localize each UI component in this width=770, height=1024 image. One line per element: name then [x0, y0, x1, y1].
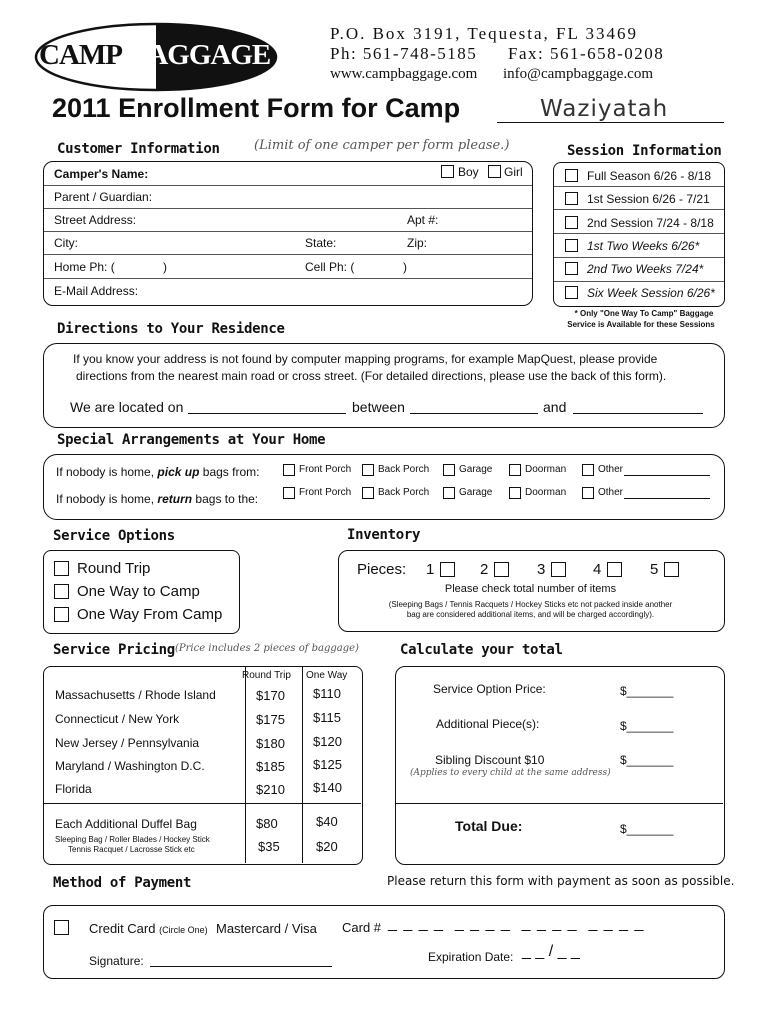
zip-label: Zip:: [407, 236, 428, 250]
col-one-way: One Way: [306, 670, 348, 681]
service-option-label: One Way From Camp: [77, 606, 223, 623]
inventory-instruction: Please check total number of items: [444, 583, 617, 595]
pickup-other-line[interactable]: [624, 475, 710, 476]
customer-note: (Limit of one camper per form please.): [254, 138, 510, 153]
logo: [33, 22, 279, 92]
pricing-divider: [44, 803, 361, 804]
duffel-one: $40: [316, 814, 338, 829]
pieces-label: Pieces:: [357, 561, 407, 578]
pickup-option-checkbox[interactable]: [283, 464, 295, 476]
boy-checkbox[interactable]: [441, 165, 454, 178]
items-line-1: Sleeping Bag / Roller Blades / Hockey Stick: [55, 835, 210, 844]
inventory-note-2: bag are considered additional items, and will be charged accordingly).: [406, 610, 655, 619]
directions-text-2: directions from the nearest main road or cross street. (For detailed directions, please use the back of this form).: [76, 369, 667, 383]
session-label: 2nd Two Weeks 7/24*: [587, 262, 704, 276]
additional-value[interactable]: $_______: [620, 719, 674, 733]
contact-address: P.O. Box 3191, Tequesta, FL 33469: [330, 24, 639, 43]
piece-checkbox[interactable]: [551, 562, 566, 577]
street-label: Street Address:: [54, 213, 137, 227]
session-checkbox[interactable]: [565, 216, 578, 229]
pickup-label: If nobody is home, pick up bags from:: [56, 465, 260, 479]
payment-heading: Method of Payment: [53, 875, 192, 891]
price-round-trip: $185: [256, 759, 285, 774]
signature-line[interactable]: [150, 966, 332, 967]
piece-checkbox[interactable]: [607, 562, 622, 577]
pickup-option-checkbox[interactable]: [582, 464, 594, 476]
pickup-option-label: Other: [598, 464, 624, 475]
pickup-option-label: Garage: [459, 464, 493, 475]
located-on-label: We are located on: [70, 399, 184, 415]
campers-name-label: Camper's Name:: [54, 167, 149, 181]
cell-phone-close: ): [403, 260, 407, 274]
special-heading: Special Arrangements at Your Home: [57, 432, 326, 448]
service-option-checkbox[interactable]: [54, 561, 69, 576]
sibling-note: (Applies to every child at the same address): [410, 768, 611, 778]
price-round-trip: $175: [256, 712, 285, 727]
contact-web[interactable]: www.campbaggage.com: [330, 66, 478, 82]
piece-number: 5: [650, 561, 659, 578]
price-one-way: $110: [313, 686, 341, 701]
customer-heading: Customer Information: [57, 141, 220, 157]
return-option-checkbox[interactable]: [443, 487, 455, 499]
parent-label: Parent / Guardian:: [54, 190, 153, 204]
pickup-option-label: Doorman: [525, 464, 567, 475]
pickup-option-label: Front Porch: [299, 464, 352, 475]
price-region: Florida: [55, 782, 92, 796]
pickup-option-checkbox[interactable]: [362, 464, 374, 476]
between-line[interactable]: [410, 413, 538, 414]
return-other-line[interactable]: [624, 498, 710, 499]
price-region: New Jersey / Pennsylvania: [55, 736, 200, 750]
card-number-blanks[interactable]: _ _ _ _ _ _ _ _ _ _ _ _ _ _ _ _: [388, 915, 645, 932]
return-option-label: Front Porch: [299, 487, 352, 498]
session-checkbox[interactable]: [565, 192, 578, 205]
customer-box: [43, 161, 533, 306]
inventory-note-1: (Sleeping Bags / Tennis Racquets / Hockey Sticks etc not packed inside another: [388, 600, 673, 609]
between-label: between: [352, 399, 405, 415]
credit-card-checkbox[interactable]: [54, 920, 69, 935]
sibling-label: Sibling Discount $10: [435, 753, 545, 767]
service-price-label: Service Option Price:: [433, 682, 546, 696]
session-note-2: Service is Available for these Sessions: [567, 320, 715, 329]
price-round-trip: $210: [256, 782, 285, 797]
girl-label: Girl: [504, 165, 523, 179]
service-option-label: One Way to Camp: [77, 583, 200, 600]
price-region: Massachusetts / Rhode Island: [55, 688, 216, 702]
session-label: 1st Two Weeks 6/26*: [587, 239, 700, 253]
apt-label: Apt #:: [407, 213, 439, 227]
session-heading: Session Information: [567, 143, 722, 159]
return-option-label: Garage: [459, 487, 493, 498]
additional-label: Additional Piece(s):: [436, 717, 540, 731]
items-round: $35: [258, 839, 280, 854]
return-option-label: Doorman: [525, 487, 567, 498]
located-on-line[interactable]: [188, 413, 346, 414]
price-one-way: $120: [313, 734, 342, 749]
session-checkbox[interactable]: [565, 169, 578, 182]
directions-text-1: If you know your address is not found by computer mapping programs, for example MapQuest, please provide: [73, 352, 658, 366]
pricing-heading: Service Pricing: [53, 642, 175, 658]
directions-heading: Directions to Your Residence: [57, 321, 285, 337]
return-option-checkbox[interactable]: [283, 487, 295, 499]
piece-number: 1: [426, 561, 435, 578]
session-label: Full Season 6/26 - 8/18: [587, 169, 712, 183]
items-one: $20: [316, 839, 338, 854]
state-label: State:: [305, 236, 337, 250]
session-label: 1st Session 6/26 - 7/21: [587, 192, 710, 206]
price-one-way: $125: [313, 757, 342, 772]
price-one-way: $140: [313, 780, 342, 795]
total-value[interactable]: $_______: [620, 822, 674, 836]
return-option-label: Other: [598, 487, 624, 498]
contact-email[interactable]: info@campbaggage.com: [503, 66, 654, 82]
pricing-note: (Price includes 2 pieces of baggage): [175, 643, 359, 654]
credit-card-label: Credit Card (Circle One): [89, 921, 208, 936]
city-label: City:: [54, 236, 78, 250]
session-label: 2nd Session 7/24 - 8/18: [587, 216, 714, 230]
return-option-checkbox[interactable]: [362, 487, 374, 499]
pricing-col-divider-2: [302, 666, 303, 863]
pickup-option-checkbox[interactable]: [443, 464, 455, 476]
contact-phone: Ph: 561-748-5185: [330, 44, 478, 63]
service-option-label: Round Trip: [77, 560, 151, 577]
piece-number: 3: [537, 561, 546, 578]
calculate-divider: [396, 803, 723, 804]
piece-checkbox[interactable]: [494, 562, 509, 577]
service-price-value[interactable]: $_______: [620, 684, 674, 698]
session-note-1: * Only "One Way To Camp" Baggage: [574, 309, 714, 318]
pickup-option-checkbox[interactable]: [509, 464, 521, 476]
return-label: If nobody is home, return bags to the:: [56, 492, 259, 506]
price-round-trip: $180: [256, 736, 285, 751]
and-label: and: [543, 399, 567, 415]
service-option-checkbox[interactable]: [54, 584, 69, 599]
boy-label: Boy: [458, 165, 479, 179]
calculate-heading: Calculate your total: [400, 642, 563, 658]
price-region: Maryland / Washington D.C.: [55, 759, 205, 773]
signature-label: Signature:: [89, 954, 144, 968]
price-region: Connecticut / New York: [55, 712, 180, 726]
return-option-label: Back Porch: [378, 487, 430, 498]
girl-checkbox[interactable]: [488, 165, 501, 178]
piece-number: 2: [480, 561, 489, 578]
duffel-label: Each Additional Duffel Bag: [55, 817, 197, 831]
pickup-option-label: Back Porch: [378, 464, 430, 475]
items-line-2: Tennis Racquet / Lacrosse Stick etc: [68, 845, 195, 854]
session-label: Six Week Session 6/26*: [587, 286, 715, 300]
cell-phone-label: Cell Ph: (: [305, 260, 355, 274]
return-option-checkbox[interactable]: [582, 487, 594, 499]
piece-checkbox[interactable]: [440, 562, 455, 577]
expiration-blanks[interactable]: _ _ / _ _: [522, 943, 580, 960]
service-options-heading: Service Options: [53, 528, 175, 544]
price-round-trip: $170: [256, 688, 285, 703]
card-number-label: Card #: [342, 920, 382, 935]
page-title: 2011 Enrollment Form for Camp: [52, 93, 461, 123]
sibling-value[interactable]: $_______: [620, 753, 674, 767]
home-phone-close: ): [163, 260, 167, 274]
return-note: Please return this form with payment as soon as possible.: [387, 874, 735, 888]
piece-checkbox[interactable]: [664, 562, 679, 577]
inventory-heading: Inventory: [347, 527, 421, 543]
session-checkbox[interactable]: [565, 262, 578, 275]
price-one-way: $115: [313, 710, 341, 725]
camp-name-line: [497, 122, 724, 123]
session-checkbox[interactable]: [565, 239, 578, 252]
piece-number: 4: [593, 561, 602, 578]
logo-camp: CAMP: [39, 39, 122, 71]
camp-name[interactable]: Waziyatah: [540, 96, 669, 122]
email-label: E-Mail Address:: [54, 284, 139, 298]
session-checkbox[interactable]: [565, 286, 578, 299]
duffel-round: $80: [256, 816, 278, 831]
service-option-checkbox[interactable]: [54, 607, 69, 622]
and-line[interactable]: [573, 413, 703, 414]
contact-fax: Fax: 561-658-0208: [508, 44, 665, 63]
expiration-label: Expiration Date:: [428, 950, 514, 964]
col-round-trip: Round Trip: [242, 670, 291, 681]
total-label: Total Due:: [455, 818, 523, 834]
pricing-col-divider-1: [245, 666, 246, 863]
return-option-checkbox[interactable]: [509, 487, 521, 499]
home-phone-label: Home Ph: (: [54, 260, 115, 274]
card-type[interactable]: Mastercard / Visa: [216, 921, 317, 936]
logo-baggage: BAGGAGE: [129, 39, 271, 71]
